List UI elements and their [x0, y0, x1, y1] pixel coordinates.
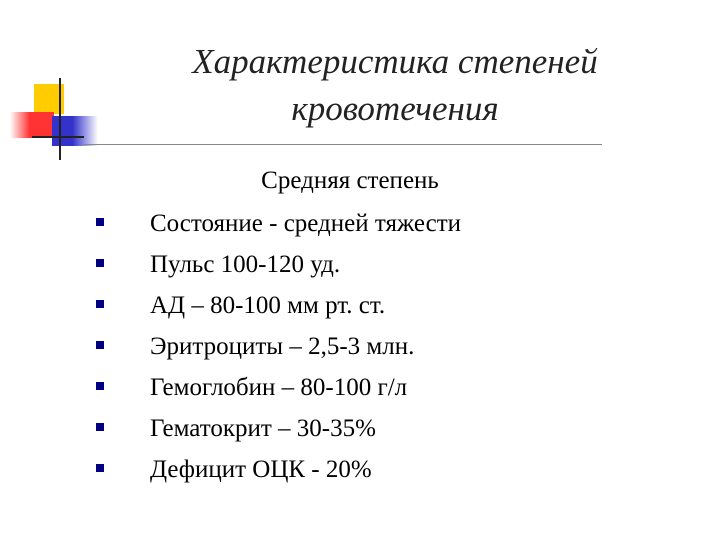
- list-item-text: АД – 80-100 мм рт. ст.: [150, 292, 386, 319]
- square-bullet-icon: [96, 300, 104, 308]
- list-item-text: Гемоглобин – 80-100 г/л: [150, 374, 408, 401]
- list-item-text: Состояние - средней тяжести: [150, 210, 462, 237]
- red-square: [10, 112, 54, 138]
- slide-title: Характеристика степеней кровотечения: [192, 42, 598, 128]
- square-bullet-icon: [96, 423, 104, 431]
- square-bullet-icon: [96, 464, 104, 472]
- list-item-text: Эритроциты – 2,5-3 млн.: [150, 333, 415, 360]
- square-bullet-icon: [96, 218, 104, 226]
- square-bullet-icon: [96, 259, 104, 267]
- list-item-text: Дефицит ОЦК - 20%: [150, 456, 372, 483]
- vertical-line: [59, 78, 61, 160]
- list-item-text: Гематокрит – 30-35%: [150, 415, 376, 442]
- horizontal-line: [32, 136, 84, 138]
- square-bullet-icon: [96, 382, 104, 390]
- slide-subtitle: Средняя степень: [261, 167, 439, 194]
- title-divider: [82, 144, 602, 145]
- list-item-text: Пульс 100-120 уд.: [150, 251, 341, 278]
- square-bullet-icon: [96, 341, 104, 349]
